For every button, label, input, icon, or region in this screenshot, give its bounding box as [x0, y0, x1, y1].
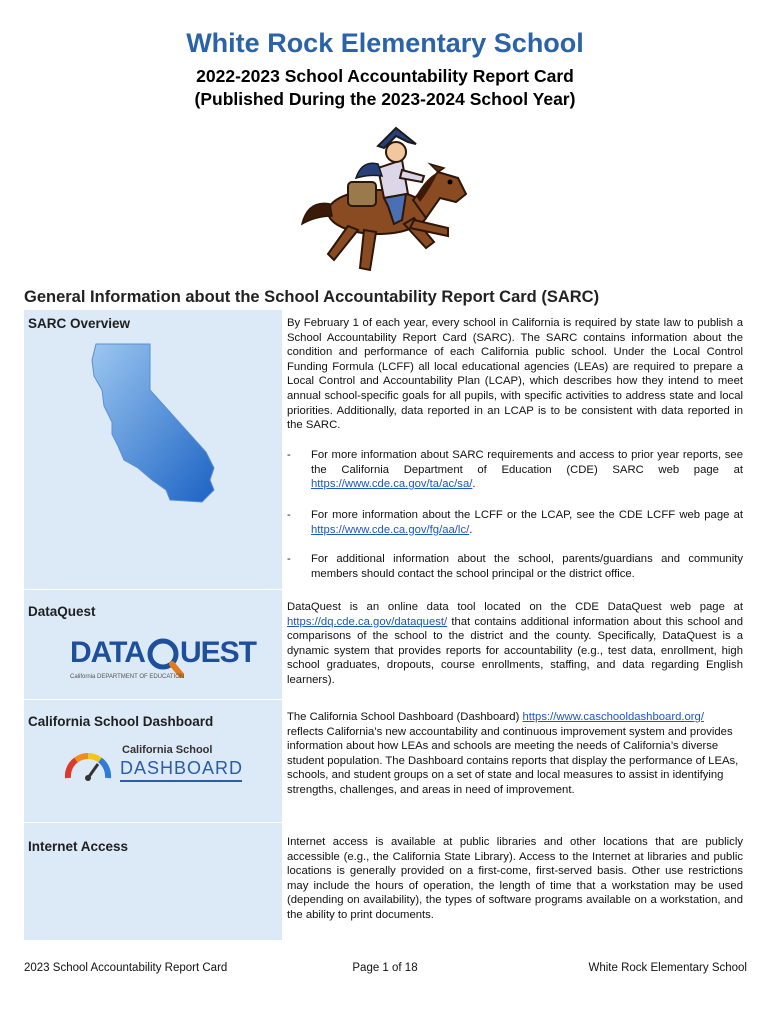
- table-row-dashboard: [24, 700, 747, 823]
- school-title: White Rock Elementary School: [186, 28, 584, 58]
- row-content-cell: [283, 700, 747, 823]
- dataquest-logo: [70, 636, 257, 686]
- magnifier-q-icon: [146, 636, 184, 678]
- general-info-table: [24, 310, 747, 940]
- dataquest-paragraph: [287, 600, 743, 688]
- footer-right: White Rock Elementary School: [588, 962, 747, 974]
- bullet-punct: .: [469, 523, 473, 536]
- dashboard-logo-line2: DASHBOARD: [120, 758, 244, 778]
- bullet-text: For more information about the LCFF or the LCAP, see the CDE LCFF web page at: [311, 509, 743, 521]
- internet-access-paragraph: Internet access is available at public libraries and other locations that are publicly accessible (e.g., the California State Library). Access to the Internet at libraries and public locations is generally provided on a first-come, first-served basis. Other use restrictions may include the hours of operation, the length of time that a workstation may be used (depending on availability), the types of software programs available on a workstation, and the ability to print documents.: [287, 836, 743, 921]
- row-label-cell: [24, 700, 282, 823]
- row-content-cell: [283, 310, 747, 590]
- dataquest-text-after: that contains additional information about this school and comparisons of the school to the district and the county. Specifically, DataQuest is a dynamic system that provides reports for accountability (e.g., test data, enrollment, high school graduates, dropouts, course enrollments, staffing, and data regarding English learners).: [287, 615, 743, 686]
- row-label-cell: [24, 823, 282, 940]
- report-title: 2022-2023 School Accountability Report Card: [196, 66, 574, 86]
- dataquest-logo-sub: California DEPARTMENT OF EDUCATION: [70, 674, 185, 680]
- dashboard-logo-line1: California School: [122, 744, 213, 756]
- table-row-sarc-overview: [24, 310, 747, 590]
- sarc-overview-label: SARC Overview: [28, 316, 131, 331]
- table-row-dataquest: [24, 590, 747, 700]
- dashboard-text-after: reflects California’s new accountability and continuous improvement system and provides information about how LEAs and schools are meeting the needs of California’s diverse student population. The Dashboard contains reports that display the performance of LEAs, schools, and student groups on a set of state and local measures to assist in identifying strengths, challenges, and areas in need of improvement.: [287, 725, 739, 796]
- section-heading: General Information about the School Accountability Report Card (SARC): [24, 288, 600, 306]
- bullet-dash: -: [287, 553, 291, 565]
- dashboard-logo-underline: [120, 780, 242, 782]
- dashboard-link[interactable]: https://www.caschooldashboard.org/: [522, 711, 704, 723]
- row-content-cell: [283, 590, 747, 700]
- dashboard-label: California School Dashboard: [28, 714, 214, 729]
- footer-left: 2023 School Accountability Report Card: [24, 962, 228, 974]
- row-label-cell: [24, 310, 282, 590]
- cde-sarc-link[interactable]: https://www.cde.ca.gov/ta/ac/sa/: [311, 478, 473, 491]
- table-row-internet-access: [24, 823, 747, 940]
- dashboard-paragraph: [287, 710, 743, 798]
- report-subtitle: (Published During the 2023-2024 School Year): [194, 89, 576, 109]
- dashboard-logo: [64, 742, 244, 786]
- cde-lcff-link[interactable]: https://www.cde.ca.gov/fg/aa/lc/: [311, 523, 470, 536]
- bullet-text: For more information about SARC requirements and access to prior year reports, see the California Department of Education (CDE) SARC web page at: [311, 449, 743, 476]
- dataquest-link[interactable]: https://dq.cde.ca.gov/dataquest/: [287, 615, 448, 628]
- dataquest-text-before: DataQuest is an online data tool located on the CDE DataQuest web page at: [287, 601, 743, 613]
- bullet-punct: .: [472, 478, 476, 491]
- california-map-icon: [88, 342, 228, 504]
- dataquest-label: DataQuest: [28, 604, 96, 619]
- mascot-horse-rider-image: [298, 120, 478, 282]
- row-label-cell: [24, 590, 282, 700]
- page-number: Page 1 of 18: [352, 962, 418, 974]
- bullet-dash: -: [287, 449, 291, 461]
- bullet-dash: -: [287, 509, 291, 521]
- bullet-text: For additional information about the school, parents/guardians and community members should contact the school principal or the district office.: [311, 553, 743, 580]
- sarc-overview-paragraph: By February 1 of each year, every school in California is required by state law to publish a School Accountability Report Card (SARC). The SARC contains information about the condition and performance of each California public school. Under the Local Control Funding Formula (LCFF) all local educational agencies (LEAs) are required to prepare a Local Control and Accountability Plan (LCAP), which describes how they intend to meet annual school-specific goals for all pupils, with specific activities to address state and local priorities. Additionally, data reported in an LCAP is to be consistent with data reported in the SARC.: [287, 317, 743, 432]
- gauge-icon: [64, 742, 112, 782]
- internet-access-label: Internet Access: [28, 839, 129, 854]
- dataquest-logo-left: DATA: [70, 636, 145, 669]
- dashboard-text-before: The California School Dashboard (Dashboard): [287, 711, 523, 723]
- row-content-cell: [283, 823, 747, 940]
- dataquest-logo-right: UEST: [180, 636, 257, 669]
